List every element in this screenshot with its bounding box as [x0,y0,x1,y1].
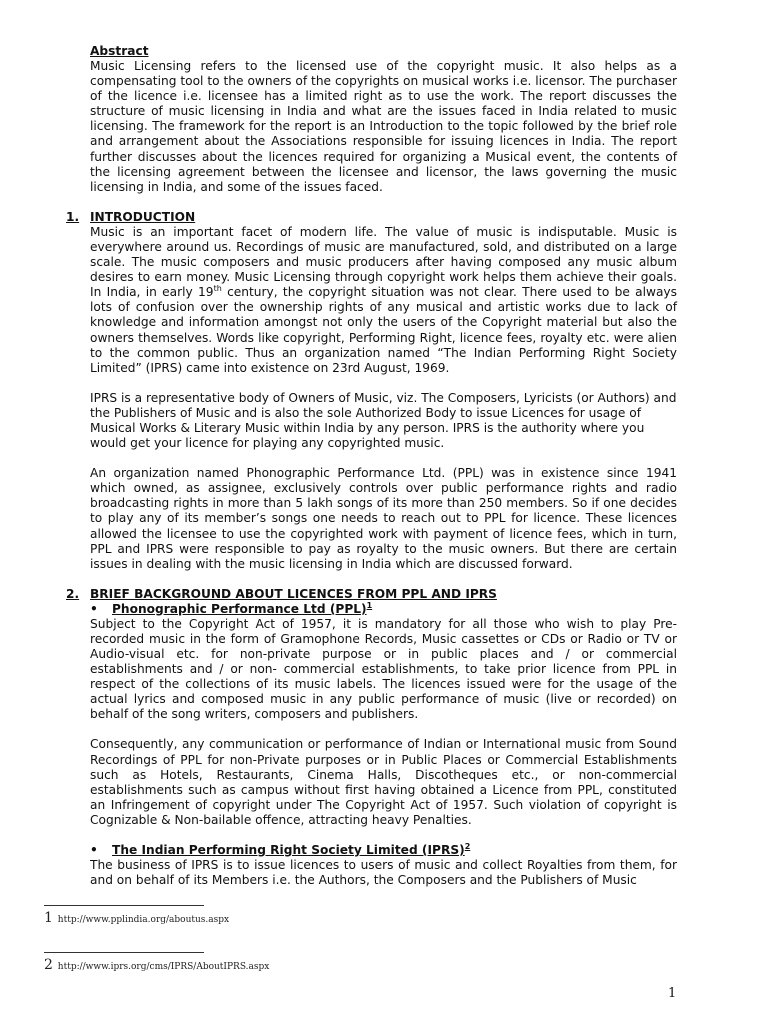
iprs-title: The Indian Performing Right Society Limited (IPRS) [112,843,465,858]
footnotes [44,905,684,973]
section-1-number: 1. [66,209,80,224]
iprs-subheading [90,843,677,858]
iprs-paragraph-1: The business of IPRS is to issue licences to users of music and collect Royalties from them, for and on behalf of its Members i.e. the Authors, the Composers and the Publishers of Music [90,858,677,888]
section-1-title: INTRODUCTION [90,209,196,224]
section-1-heading [66,209,677,225]
section-2-heading [66,586,677,602]
footnote-ref-2[interactable]: 2 [464,842,471,852]
intro-paragraph-3: An organization named Phonographic Performance Ltd. (PPL) was in existence since 1941 which owned, as assignee, exclusively controls over public performance rights and radio broadcasting rights in more than 5 lakh songs of its more than 250 members. So if one decides to play any of its member’s songs one needs to reach out to PPL for licence. These licences allowed the licensee to use the copyrighted work with payment of licence fees, which in turn, PPL and IPRS were responsible to pay as royalty to the music owners. But there are certain issues in dealing with the music licensing in India which are discussed forward. [90,466,677,571]
ppl-title: Phonographic Performance Ltd (PPL) [112,601,367,616]
ppl-paragraph-1: Subject to the Copyright Act of 1957, it is mandatory for all those who wish to play Pre-recorded music in the form of Gramophone Records, Music cassettes or CDs or Radio or TV or Audio-visual etc. for non-private purpose or in public places and / or commercial establishments and / or non- commercial establishments, to take prior licence from PPL in respect of the collections of its music labels. The licences issued were for the usage of the actual lyrics and composed music in any public performance of music (live or recorded) on behalf of the song writers, composers and publishers. [90,616,677,722]
page-number: 1 [668,986,677,1001]
footnote-1-link[interactable]: http://www.pplindia.org/aboutus.aspx [57,915,230,925]
abstract-heading: Abstract [90,44,149,58]
footnote-2-link[interactable]: http://www.iprs.org/cms/IPRS/AboutIPRS.aspx [57,962,270,972]
bullet-icon: • [90,843,98,858]
intro-paragraph-2: IPRS is a representative body of Owners of Music, viz. The Composers, Lyricists (or Authors) and the Publishers of Music and is also the sole Authorized Body to issue Licences for usage of Musical Works & Literary Music within India by any person. IPRS is the authority where you would get your licence for playing any copyrighted music. [90,390,677,451]
footnote-2 [44,957,684,973]
footnote-1 [44,910,684,926]
bullet-icon: • [90,601,98,616]
abstract-paragraph: Music Licensing refers to the licensed use of the copyright music. It also helps as a compensating tool to the owners of the copyrights on musical works i.e. licensor. The purchaser of the licence i.e. licensee has a limited right as to use the work. The report discusses the structure of music licensing in India and what are the issues faced in India related to music licensing. The framework for the report is an Introduction to the topic followed by the brief role and arrangement about the Associations responsible for issuing licences in India. The report further discusses about the licences required for organizing a Musical event, the contents of the licensing agreement between the licensee and licensor, the laws governing the music licensing in India, and some of the issues faced. [90,59,677,194]
section-2-title: BRIEF BACKGROUND ABOUT LICENCES FROM PPL AND IPRS [90,586,497,601]
ppl-paragraph-2: Consequently, any communication or performance of Indian or International music from Sound Recordings of PPL for non-Private purposes or in Public Places or Commercial Establishments such as Hotels, Restaurants, Cinema Halls, Discotheques etc., or non-commercial establishments such as campus without first having obtained a Licence from PPL, constituted an Infringement of copyright under The Copyright Act of 1957. Such violation of copyright is Cognizable & Non-bailable offence, attracting heavy Penalties. [90,737,677,827]
intro-paragraph-1: Music is an important facet of modern life. The value of music is indisputable. Music is everywhere around us. Recordings of music are manufactured, sold, and distributed on a large scale. The music composers and music producers after having composed any music album desires to earn money. Music Licensing through copyright work helps them achieve their goals. In India, in early 19th century, the copyright situation was not clear. There used to be always lots of confusion over the ownership rights of any musical and artistic works due to lack of knowledge and information amongst not only the users of the Copyright material but also the owners themselves. Words like copyright, Performing Right, licence fees, royalty etc. were alien to the common public. Thus an organization named “The Indian Performing Right Society Limited” (IPRS) came into existence on 23rd August, 1969. [90,224,677,375]
section-2-number: 2. [66,586,80,601]
footnote-1-number: 1 [44,910,53,926]
ppl-subheading [90,602,677,617]
footnote-2-number: 2 [44,957,53,973]
footnote-separator [44,952,204,953]
footnote-ref-1[interactable]: 1 [366,600,373,610]
footnote-separator [44,905,204,906]
document-body [66,44,677,888]
superscript-th: th [213,284,222,294]
